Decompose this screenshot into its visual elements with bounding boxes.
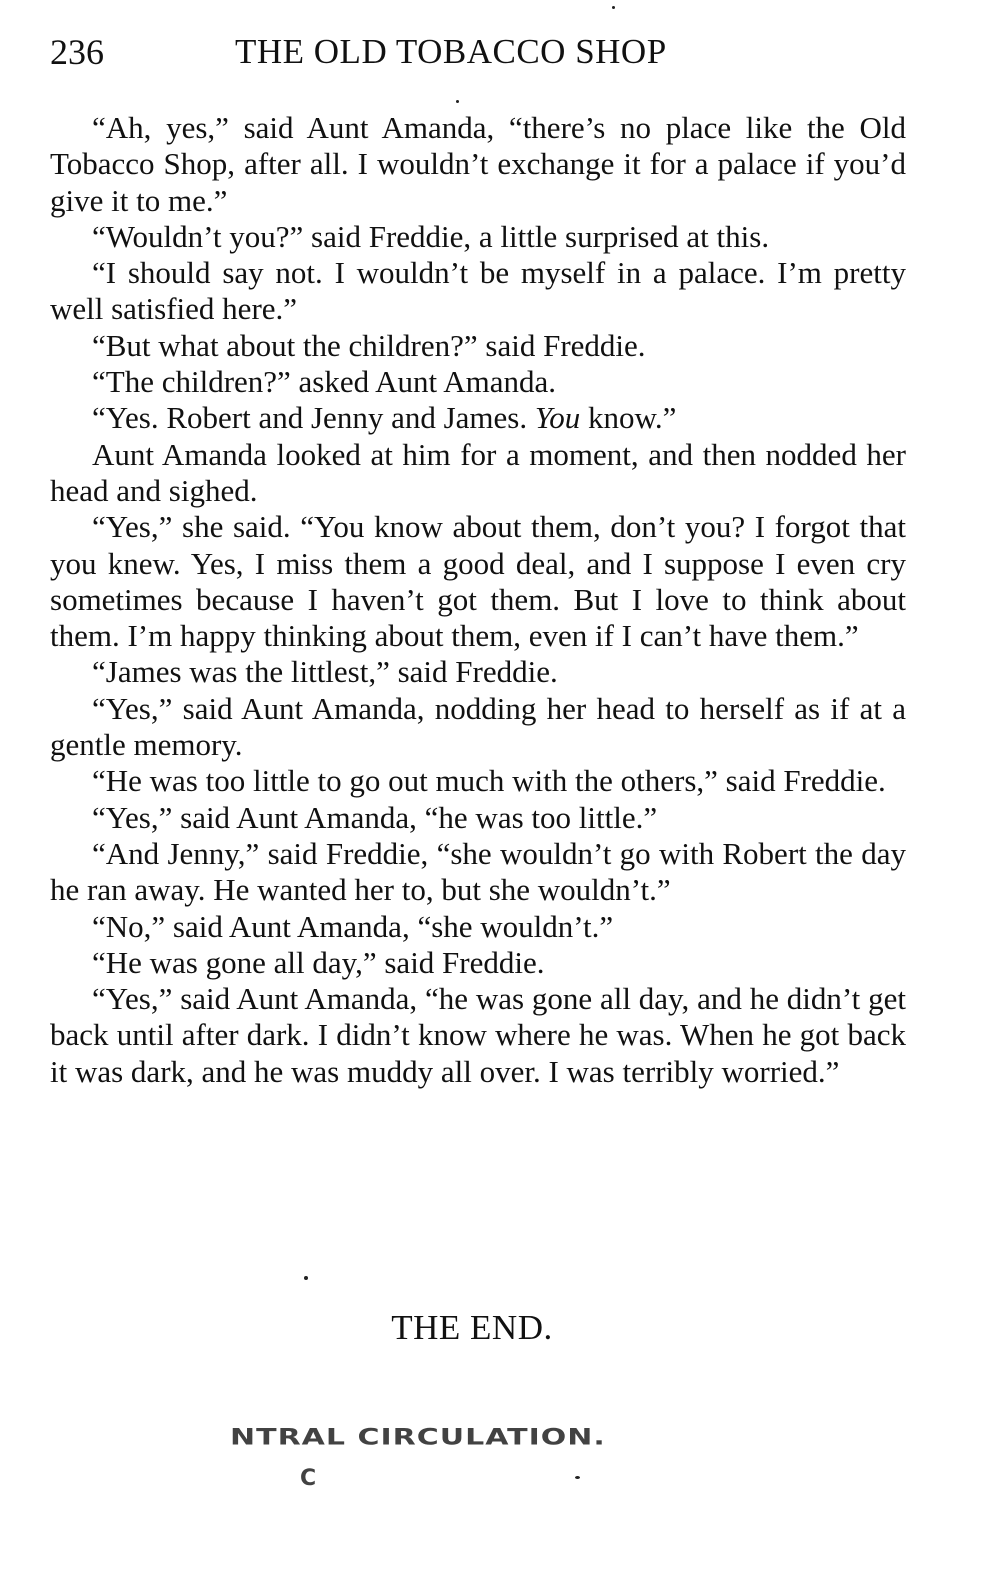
paragraph: Aunt Amanda looked at him for a moment, and then nodded her head and sighed. [50,436,906,508]
stamp-text-line1: NTRAL CIRCULATION. [230,1424,606,1451]
paragraph: “Yes,” she said. “You know about them, don’t you? I forgot that you knew. Yes, I miss them a good deal, and I suppose I even cry sometimes because I haven’t got them. But I love to think about them. I’m happy thinking about them, even if I can’t have them.” [50,509,906,654]
paragraph: “Yes. Robert and Jenny and James. You know.” [92,400,677,436]
print-speck [304,1276,308,1280]
paragraph: “Yes,” said Aunt Amanda, “he was too little.” [92,799,658,835]
body-text [50,110,906,1090]
page-number: 236 [50,32,104,72]
paragraph: “Yes,” said Aunt Amanda, “he was gone all day, and he didn’t get back until after dark. I didn’t know where he was. When he got back it was dark, and he was muddy all over. I was terribly worried.” [50,981,906,1089]
paragraph: “I should say not. I wouldn’t be myself in a palace. I’m pretty well satisfied here.” [50,255,906,327]
paragraph: “The children?” asked Aunt Amanda. [92,364,556,400]
paragraph: “He was too little to go out much with the others,” said Freddie. [92,763,886,799]
emphasis: You [534,400,581,436]
library-stamp [220,1424,720,1504]
the-end-heading: THE END. [391,1308,553,1347]
print-speck [575,1476,580,1479]
running-title: THE OLD TOBACCO SHOP [235,32,667,71]
stamp-text-line2: C [300,1466,318,1491]
paragraph: “Wouldn’t you?” said Freddie, a little surprised at this. [92,218,770,254]
paragraph: “He was gone all day,” said Freddie. [92,944,545,980]
paragraph: “But what about the children?” said Freddie. [92,327,646,363]
page-header [50,30,910,74]
paragraph: “James was the littlest,” said Freddie. [92,654,558,690]
paragraph: “Yes,” said Aunt Amanda, nodding her head to herself as if at a gentle memory. [50,690,906,763]
paragraph: “And Jenny,” said Freddie, “she wouldn’t go with Robert the day he ran away. He wanted her to, but she wouldn’t.” [50,835,906,908]
print-speck [456,100,459,103]
paragraph: “No,” said Aunt Amanda, “she wouldn’t.” [92,908,614,944]
print-speck [612,6,615,9]
paragraph: “Ah, yes,” said Aunt Amanda, “there’s no place like the Old Tobacco Shop, after all. I wouldn’t exchange it for a palace if you’d give it to me.” [50,110,906,218]
